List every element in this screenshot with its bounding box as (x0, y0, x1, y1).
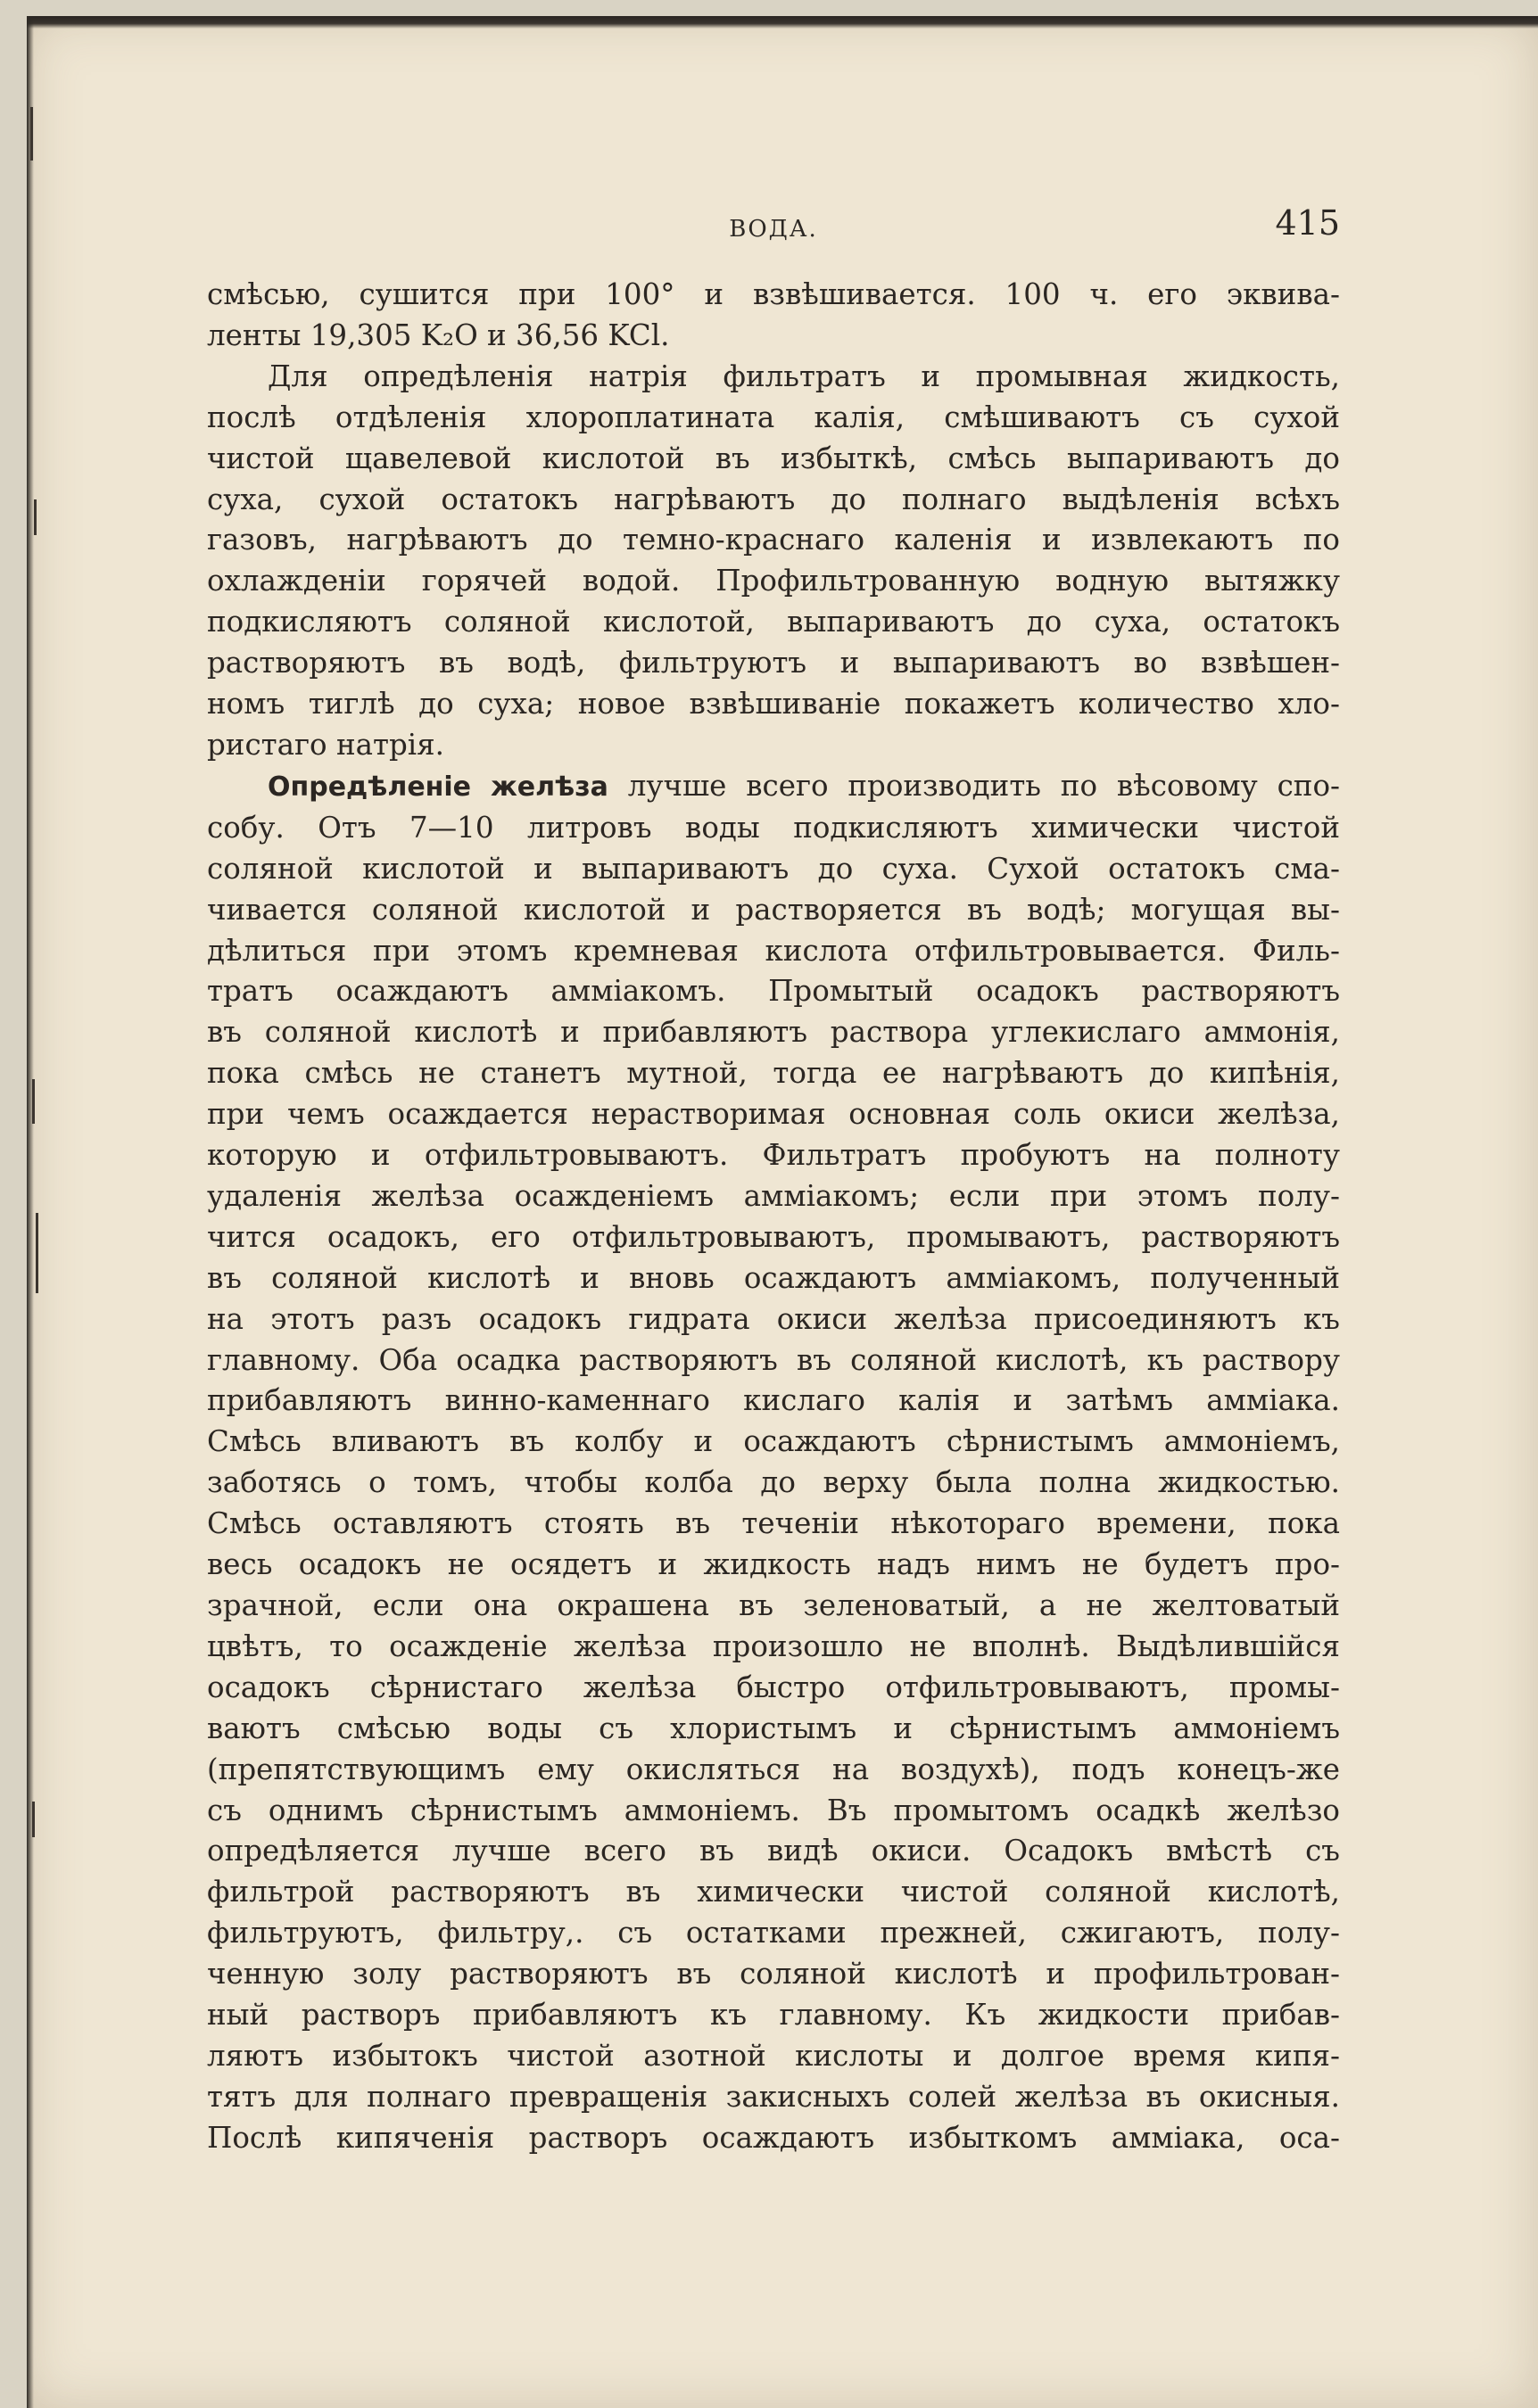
text-line: Для опредѣленія натрія фильтратъ и промывная жидкость, (268, 359, 1340, 393)
text-line: суха, сухой остатокъ нагрѣваютъ до полнаго выдѣленія всѣхъ (207, 482, 1340, 516)
margin-mark (36, 1213, 38, 1293)
text-line: удаленія желѣза осажденіемъ амміакомъ; если при этомъ полу- (207, 1178, 1340, 1213)
text-line: чистой щавелевой кислотой въ избыткѣ, смѣсь выпариваютъ до (207, 441, 1340, 475)
text-line: растворяютъ въ водѣ, фильтруютъ и выпариваютъ во взвѣшен- (207, 646, 1340, 680)
text-line: Смѣсь оставляютъ стоять въ теченіи нѣкотораго времени, пока (207, 1506, 1340, 1541)
text-line: послѣ отдѣленія хлороплатината калія, смѣшиваютъ съ сухой (207, 400, 1340, 434)
page-number: 415 (1275, 203, 1340, 243)
text-line: при чемъ осаждается нерастворимая основная соль окиси желѣза, (207, 1097, 1340, 1132)
text-line: весь осадокъ не осядетъ и жидкость надъ нимъ не будетъ про- (207, 1547, 1340, 1582)
text-line: подкисляютъ соляной кислотой, выпариваютъ до суха, остатокъ (207, 605, 1340, 639)
text-line: соляной кислотой и выпариваютъ до суха. Сухой остатокъ сма- (207, 851, 1340, 886)
text-line: зрачной, если она окрашена въ зеленоватый, а не желтоватый (207, 1588, 1340, 1622)
text-line: фильтрой растворяютъ въ химически чистой соляной кислотѣ, (207, 1875, 1340, 1909)
scan-top-edge (27, 16, 1538, 29)
text-line: чивается соляной кислотой и растворяется въ водѣ; могущая вы- (207, 892, 1340, 927)
text-line: ленты 19,305 K₂O и 36,56 KCl. (207, 317, 670, 352)
text-line: смѣсью, сушится при 100° и взвѣшивается. 100 ч. его эквива- (207, 277, 1340, 311)
text-line: осадокъ сѣрнистаго желѣза быстро отфильтровываютъ, промы- (207, 1670, 1340, 1704)
margin-mark (30, 107, 33, 161)
text-line: Смѣсь вливаютъ въ колбу и осаждаютъ сѣрнистымъ аммоніемъ, (207, 1424, 1340, 1459)
text-line: ный растворъ прибавляютъ къ главному. Къ жидкости прибав- (207, 1998, 1340, 2033)
scan-left-edge (27, 16, 34, 2408)
text-line: которую и отфильтровываютъ. Фильтратъ пробуютъ на полноту (207, 1138, 1340, 1173)
text-line: прибавляютъ винно-каменнаго кислаго калія и затѣмъ амміака. (207, 1383, 1340, 1418)
text-line (207, 766, 1340, 808)
text-run: лучше всего производить по вѣсовому спо- (608, 768, 1340, 803)
text-line: газовъ, нагрѣваютъ до темно-краснаго каленія и извлекаютъ по (207, 523, 1340, 557)
text-line: пока смѣсь не станетъ мутной, тогда ее нагрѣваютъ до кипѣнія, (207, 1056, 1340, 1091)
margin-mark (34, 499, 37, 535)
text-line: охлажденіи горячей водой. Профильтрованную водную вытяжку (207, 564, 1340, 598)
text-line: на этотъ разъ осадокъ гидрата окиси желѣза присоединяютъ къ (207, 1301, 1340, 1336)
page-body (207, 275, 1340, 2159)
text-line: главному. Оба осадка растворяютъ въ соляной кислотѣ, къ раствору (207, 1342, 1340, 1377)
text-line: въ соляной кислотѣ и прибавляютъ раствора углекислаго аммонія, (207, 1015, 1340, 1050)
text-line: тратъ осаждаютъ амміакомъ. Промытый осадокъ растворяютъ (207, 974, 1340, 1009)
text-line: въ соляной кислотѣ и вновь осаждаютъ амміакомъ, полученный (207, 1260, 1340, 1295)
text-line: чится осадокъ, его отфильтровываютъ, промываютъ, растворяютъ (207, 1219, 1340, 1254)
text-line: заботясь о томъ, чтобы колба до верху была полна жидкостью. (207, 1465, 1340, 1500)
text-line: фильтруютъ, фильтру,. съ остатками прежней, сжигаютъ, полу- (207, 1916, 1340, 1950)
text-line: собу. Отъ 7—10 литровъ воды подкисляютъ химически чистой (207, 810, 1340, 845)
text-line: опредѣляется лучше всего въ видѣ окиси. Осадокъ вмѣстѣ съ (207, 1834, 1340, 1868)
text-line: ченную золу растворяютъ въ соляной кислотѣ и профильтрован- (207, 1957, 1340, 1992)
text-line: тятъ для полнаго превращенія закисныхъ солей желѣза въ окисныя. (207, 2079, 1340, 2114)
margin-mark (32, 1079, 35, 1124)
text-line: ваютъ смѣсью воды съ хлористымъ и сѣрнистымъ аммоніемъ (207, 1711, 1340, 1745)
text-line: цвѣтъ, то осажденіе желѣза произошло не вполнѣ. Выдѣлившійся (207, 1629, 1340, 1663)
text-line: Послѣ кипяченія растворъ осаждаютъ избыткомъ амміака, оса- (207, 2120, 1340, 2155)
page-header (207, 203, 1340, 248)
text-line: номъ тиглѣ до суха; новое взвѣшиваніе покажетъ количество хло- (207, 687, 1340, 722)
running-head: ВОДА. (729, 216, 818, 243)
text-line: ляютъ избытокъ чистой азотной кислоты и долгое время кипя- (207, 2038, 1340, 2073)
text-line: (препятствующимъ ему окисляться на воздухѣ), подъ конецъ-же (207, 1752, 1340, 1786)
section-lead-term: Опредѣленіе желѣза (268, 771, 608, 803)
text-line: съ однимъ сѣрнистымъ аммоніемъ. Въ промытомъ осадкѣ желѣзо (207, 1793, 1340, 1827)
text-line: ристаго натрія. (207, 727, 444, 762)
margin-mark (32, 1802, 35, 1837)
text-line: дѣлиться при этомъ кремневая кислота отфильтровывается. Филь- (207, 933, 1340, 968)
